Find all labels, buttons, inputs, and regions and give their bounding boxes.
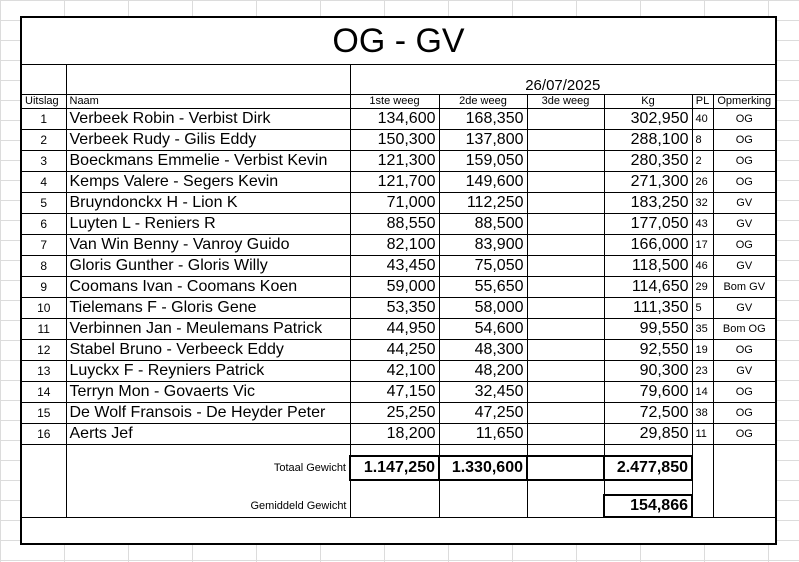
cell-name: De Wolf Fransois - De Heyder Peter [66,402,350,423]
cell-pl: 43 [692,213,713,234]
cell-weeg2: 149,600 [439,171,527,192]
cell-opmerking: OG [713,171,775,192]
cell-kg: 90,300 [604,360,692,381]
cell-weeg1: 18,200 [350,423,439,444]
cell-kg: 92,550 [604,339,692,360]
cell-opmerking: Bom OG [713,318,775,339]
table-row [22,339,775,360]
cell-weeg1: 150,300 [350,129,439,150]
table-row [22,423,775,444]
totals-label: Totaal Gewicht [66,456,350,480]
average-value: 154,866 [604,495,692,517]
table-row [22,276,775,297]
header-naam: Naam [66,94,350,108]
cell-kg: 79,600 [604,381,692,402]
cell-weeg2: 75,050 [439,255,527,276]
cell-rank: 6 [22,213,66,234]
cell-opmerking: OG [713,423,775,444]
cell-weeg2: 48,200 [439,360,527,381]
cell-kg: 114,650 [604,276,692,297]
cell-weeg3 [527,276,604,297]
cell-weeg1: 44,250 [350,339,439,360]
total-weeg3 [527,456,604,480]
cell-kg: 288,100 [604,129,692,150]
cell-weeg2: 168,350 [439,108,527,129]
cell-name: Stabel Bruno - Verbeeck Eddy [66,339,350,360]
cell-pl: 14 [692,381,713,402]
date-cell: 26/07/2025 [350,64,775,94]
cell-rank: 11 [22,318,66,339]
cell-kg: 177,050 [604,213,692,234]
cell-rank: 2 [22,129,66,150]
cell-rank: 13 [22,360,66,381]
cell-pl: 26 [692,171,713,192]
cell-weeg3 [527,129,604,150]
cell-weeg1: 134,600 [350,108,439,129]
cell-name: Luyten L - Reniers R [66,213,350,234]
cell-weeg3 [527,108,604,129]
cell-weeg3 [527,381,604,402]
table-row [22,318,775,339]
cell-weeg2: 137,800 [439,129,527,150]
cell-pl: 38 [692,402,713,423]
cell-kg: 99,550 [604,318,692,339]
cell-weeg1: 82,100 [350,234,439,255]
cell-pl: 8 [692,129,713,150]
cell-kg: 29,850 [604,423,692,444]
cell-weeg3 [527,234,604,255]
cell-rank: 1 [22,108,66,129]
cell-pl: 17 [692,234,713,255]
cell-rank: 16 [22,423,66,444]
cell-pl: 46 [692,255,713,276]
cell-weeg2: 48,300 [439,339,527,360]
cell-rank: 10 [22,297,66,318]
total-weeg2: 1.330,600 [439,456,527,480]
cell-kg: 271,300 [604,171,692,192]
totals-row [22,456,775,480]
cell-pl: 19 [692,339,713,360]
cell-opmerking: OG [713,402,775,423]
header-opmerking: Opmerking [713,94,775,108]
cell-pl: 5 [692,297,713,318]
cell-weeg3 [527,360,604,381]
cell-name: Gloris Gunther - Gloris Willy [66,255,350,276]
cell-opmerking: GV [713,192,775,213]
cell-weeg2: 32,450 [439,381,527,402]
average-row [22,495,775,517]
cell-rank: 14 [22,381,66,402]
cell-weeg3 [527,150,604,171]
cell-name: Boeckmans Emmelie - Verbist Kevin [66,150,350,171]
cell-kg: 72,500 [604,402,692,423]
cell-weeg3 [527,423,604,444]
cell-name: Aerts Jef [66,423,350,444]
date-row [22,64,775,94]
table-row [22,192,775,213]
cell-name: Coomans Ivan - Coomans Koen [66,276,350,297]
cell-opmerking: GV [713,255,775,276]
cell-kg: 302,950 [604,108,692,129]
total-kg: 2.477,850 [604,456,692,480]
cell-weeg1: 71,000 [350,192,439,213]
cell-weeg1: 43,450 [350,255,439,276]
header-kg: Kg [604,94,692,108]
cell-weeg2: 159,050 [439,150,527,171]
cell-pl: 2 [692,150,713,171]
average-label: Gemiddeld Gewicht [66,495,350,517]
table-row [22,234,775,255]
header-pl: PL [692,94,713,108]
cell-weeg3 [527,192,604,213]
cell-kg: 183,250 [604,192,692,213]
cell-weeg2: 83,900 [439,234,527,255]
cell-weeg3 [527,318,604,339]
table-row [22,402,775,423]
cell-name: Terryn Mon - Govaerts Vic [66,381,350,402]
spacer-row [22,480,775,495]
cell-weeg2: 58,000 [439,297,527,318]
cell-weeg2: 11,650 [439,423,527,444]
table-row [22,255,775,276]
table-row [22,213,775,234]
cell-weeg1: 121,300 [350,150,439,171]
cell-weeg3 [527,255,604,276]
cell-opmerking: OG [713,108,775,129]
results-table [22,64,775,518]
cell-name: Kemps Valere - Segers Kevin [66,171,350,192]
table-row [22,108,775,129]
cell-opmerking: GV [713,360,775,381]
cell-name: Verbinnen Jan - Meulemans Patrick [66,318,350,339]
table-row [22,381,775,402]
cell-opmerking: GV [713,213,775,234]
cell-opmerking: OG [713,234,775,255]
spacer-row [22,444,775,456]
cell-weeg2: 112,250 [439,192,527,213]
table-row [22,150,775,171]
cell-pl: 23 [692,360,713,381]
cell-name: Luyckx F - Reyniers Patrick [66,360,350,381]
header-weeg1: 1ste weeg [350,94,439,108]
cell-pl: 35 [692,318,713,339]
cell-kg: 280,350 [604,150,692,171]
cell-opmerking: Bom GV [713,276,775,297]
cell-weeg1: 121,700 [350,171,439,192]
header-weeg2: 2de weeg [439,94,527,108]
total-weeg1: 1.147,250 [350,456,439,480]
cell-opmerking: OG [713,150,775,171]
cell-rank: 5 [22,192,66,213]
cell-weeg3 [527,213,604,234]
cell-rank: 4 [22,171,66,192]
cell-pl: 11 [692,423,713,444]
cell-name: Tielemans F - Gloris Gene [66,297,350,318]
cell-weeg3 [527,339,604,360]
cell-weeg1: 42,100 [350,360,439,381]
cell-pl: 29 [692,276,713,297]
table-row [22,129,775,150]
header-weeg3: 3de weeg [527,94,604,108]
cell-weeg1: 59,000 [350,276,439,297]
cell-weeg1: 44,950 [350,318,439,339]
cell-rank: 15 [22,402,66,423]
cell-weeg2: 47,250 [439,402,527,423]
table-row [22,360,775,381]
cell-weeg2: 88,500 [439,213,527,234]
cell-weeg1: 47,150 [350,381,439,402]
header-row [22,94,775,108]
cell-weeg2: 54,600 [439,318,527,339]
cell-name: Bruyndonckx H - Lion K [66,192,350,213]
cell-weeg2: 55,650 [439,276,527,297]
cell-opmerking: OG [713,129,775,150]
cell-opmerking: GV [713,297,775,318]
cell-pl: 32 [692,192,713,213]
cell-weeg1: 88,550 [350,213,439,234]
cell-kg: 118,500 [604,255,692,276]
cell-opmerking: OG [713,381,775,402]
page-title: OG - GV [22,18,775,65]
blank-cell [66,64,350,94]
cell-weeg3 [527,402,604,423]
cell-kg: 111,350 [604,297,692,318]
results-frame [20,16,777,545]
cell-rank: 12 [22,339,66,360]
cell-rank: 8 [22,255,66,276]
cell-kg: 166,000 [604,234,692,255]
cell-weeg1: 53,350 [350,297,439,318]
cell-rank: 9 [22,276,66,297]
cell-opmerking: OG [713,339,775,360]
cell-weeg3 [527,171,604,192]
cell-weeg1: 25,250 [350,402,439,423]
cell-rank: 3 [22,150,66,171]
cell-weeg3 [527,297,604,318]
table-row [22,297,775,318]
cell-name: Verbeek Rudy - Gilis Eddy [66,129,350,150]
cell-name: Van Win Benny - Vanroy Guido [66,234,350,255]
cell-rank: 7 [22,234,66,255]
cell-name: Verbeek Robin - Verbist Dirk [66,108,350,129]
cell-pl: 40 [692,108,713,129]
blank-cell [22,64,66,94]
table-row [22,171,775,192]
header-uitslag: Uitslag [22,94,66,108]
